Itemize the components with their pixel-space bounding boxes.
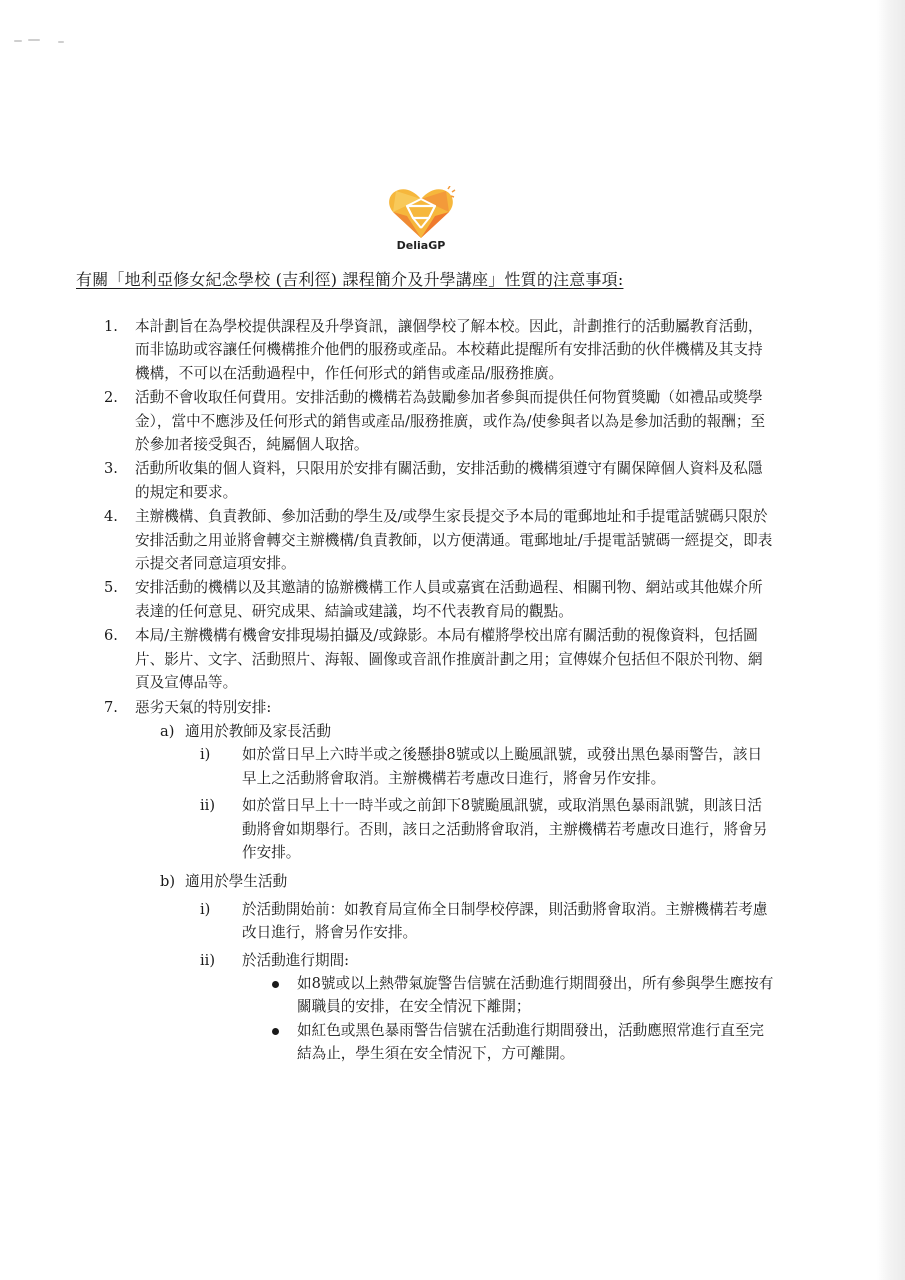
subsub-label: ii) — [200, 951, 216, 969]
scan-page-edge — [877, 0, 905, 1280]
weather-student-rule-i — [104, 898, 776, 945]
item-number: 5. — [104, 579, 118, 597]
notice-list — [104, 315, 776, 1066]
weather-student — [104, 870, 776, 893]
bullet-item — [104, 1019, 776, 1066]
heart-logo-icon — [385, 186, 457, 242]
subsub-text: 如於當日早上六時半或之後懸掛8號或以上颱風訊號，或發出黑色暴雨警告，該日早上之活動將會取消。主辦機構若考慮改日進行，將會另作安排。 — [242, 746, 763, 787]
list-item — [104, 386, 776, 456]
weather-teacher-rule-i — [104, 743, 776, 790]
item-text: 本計劃旨在為學校提供課程及升學資訊，讓個學校了解本校。因此，計劃推行的活動屬教育活動，而非協助或容讓任何機構推介他們的服務或產品。本校藉此提醒所有安排活動的伙伴機構及其支持機構，不可以在活動過程中，作任何形式的銷售或產品/服務推廣。 — [135, 318, 763, 382]
bullet-dot-icon — [272, 981, 279, 988]
sub-label: a) — [160, 722, 175, 740]
sub-label: b) — [160, 873, 176, 891]
list-item — [104, 315, 776, 385]
bullet-dot-icon — [272, 1028, 279, 1035]
item-number: 2. — [104, 389, 118, 407]
sub-text: 適用於教師及家長活動 — [185, 722, 331, 740]
item-number: 1. — [104, 318, 118, 335]
document-title: 有關「地利亞修女紀念學校 (吉利徑) 課程簡介及升學講座」性質的注意事項: — [76, 270, 624, 289]
subsub-text: 於活動開始前：如教育局宣佈全日制學校停課，則活動將會取消。主辦機構若考慮改日進行，將會另作安排。 — [242, 900, 768, 942]
item-number: 4. — [104, 508, 118, 526]
subsub-text: 於活動進行期間: — [242, 951, 350, 969]
item-number: 3. — [104, 460, 118, 478]
list-item — [104, 457, 776, 504]
weather-student-rule-ii — [104, 949, 776, 972]
item-text: 活動所收集的個人資料，只限用於安排有關活動，安排活動的機構須遵守有關保障個人資料及私隱的規定和要求。 — [135, 460, 763, 501]
bullet-text: 如紅色或黑色暴雨警告信號在活動進行期間發出，活動應照常進行直至完結為止，學生須在安全情況下，方可離開。 — [297, 1021, 765, 1063]
item-text: 活動不會收取任何費用。安排活動的機構若為鼓勵參加者參與而提供任何物質獎勵（如禮品或獎學金），當中不應涉及任何形式的銷售或產品/服務推廣，或作為/使參與者以為是參加活動的報酬；至於參加者接受與否，純屬個人取捨。 — [135, 389, 766, 454]
logo-text: DeliaGP — [396, 239, 446, 252]
bullet-text: 如8號或以上熱帶氣旋警告信號在活動進行期間發出，所有參與學生應按有關職員的安排，在安全情況下離開； — [297, 974, 774, 1016]
list-item — [104, 696, 776, 719]
weather-teacher-parent — [104, 720, 776, 743]
list-item — [104, 505, 776, 575]
item-text: 安排活動的機構以及其邀請的協辦機構工作人員或嘉賓在活動過程、相關刊物、網站或其他媒介所表達的任何意見、研究成果、結論或建議，均不代表教育局的觀點。 — [135, 579, 763, 620]
subsub-label: i) — [200, 746, 211, 764]
item-number: 7. — [104, 698, 118, 716]
list-item — [104, 576, 776, 623]
item-text: 惡劣天氣的特別安排: — [135, 698, 272, 716]
sub-text: 適用於學生活動 — [185, 873, 288, 891]
list-item — [104, 624, 776, 694]
delia-logo — [385, 186, 457, 264]
item-text: 主辦機構、負責教師、參加活動的學生及/或學生家長提交予本局的電郵地址和手提電話號碼只限於安排活動之用並將會轉交主辦機構/負責教師，以方便溝通。電郵地址/手提電話號碼一經提交，即表示提交者同意這項安排。 — [135, 508, 773, 573]
subsub-label: ii) — [200, 797, 216, 815]
item-text: 本局/主辦機構有機會安排現場拍攝及/或錄影。本局有權將學校出席有關活動的視像資料，包括圖片、影片、文字、活動照片、海報、圖像或音訊作推廣計劃之用；宣傳媒介包括但不限於刊物、網頁及宣傳品等。 — [135, 627, 763, 692]
subsub-text: 如於當日早上十一時半或之前卸下8號颱風訊號，或取消黑色暴雨訊號，則該日活動將會如期舉行。否則，該日之活動將會取消，主辦機構若考慮改日進行，將會另作安排。 — [242, 797, 768, 861]
bullet-item — [104, 972, 776, 1019]
weather-teacher-rule-ii — [104, 794, 776, 864]
subsub-label: i) — [200, 900, 211, 918]
item-number: 6. — [104, 627, 118, 645]
scan-specks — [14, 36, 74, 46]
